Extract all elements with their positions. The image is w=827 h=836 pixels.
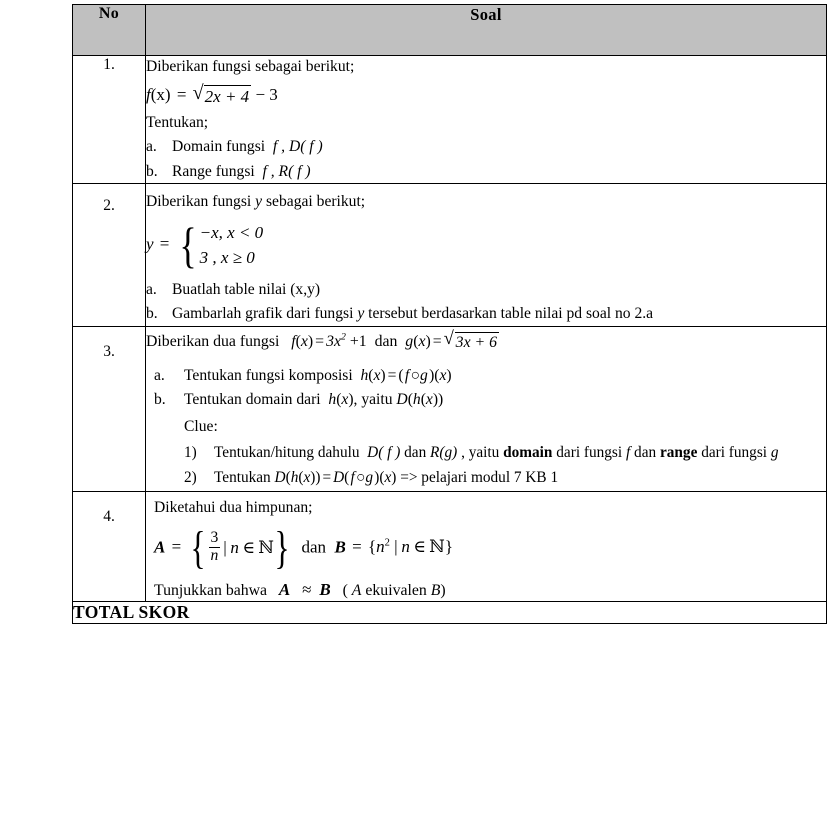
q4-intro: Diketahui dua himpunan; [154,499,313,517]
right-brace-icon: } [274,521,290,573]
q3-clue-2-part2: => pelajari modul 7 KB 1 [400,469,559,487]
q3-clue-2-part1: Tentukan [214,469,271,487]
table-row [73,56,827,184]
spacer [146,567,826,580]
q1-minus-term: − 3 [255,84,278,104]
q4-set-b-body: {$n^2$ | n ∈ ℕ} [367,537,453,557]
row-number-3: 3. [73,327,146,492]
q1-item-a-body [172,136,826,158]
q3-clue-2-body [214,467,826,490]
q4-dan: dan [301,537,327,557]
q3-clue-1-part2: , yaitu [461,443,500,461]
q4-set-b-lhs: B [334,537,346,557]
q3-item-a [154,365,826,387]
q3-item-b-marker: b. [154,391,166,409]
q3-dan: dan [374,333,398,351]
q3-clue-1-ital2: g [770,443,779,461]
q3-clue-1-part3: dari fungsi [556,443,623,461]
q3-clue-label: Clue: [184,417,218,435]
q2-item-a-text: Buatlah table nilai (x,y) [172,280,321,298]
q3-intro [146,328,826,353]
q1-formula [146,81,826,107]
q1-fx-label: f [146,84,151,104]
q1-item-a-marker: a. [146,138,157,156]
q3-item-a-body [184,365,826,387]
q3-clue-1-bold2: range [659,443,698,461]
q2-item-b-post: tersebut berdasarkan table nilai pd soal no 2.a [368,305,654,323]
q2-item-b-marker: b. [146,305,158,323]
q1-radical [192,81,252,107]
q4-fraction [209,530,221,565]
q2-item-b-body [172,303,826,325]
q2-cases [196,220,264,271]
table-row [73,492,827,601]
q3-fx: $f(x) = 3x^2 +1$ [291,331,367,351]
q1-fx-arg: (x) [150,84,171,104]
q1-equals: = [176,84,187,104]
q1-item-b-text: Range fungsi [172,162,255,180]
q3-clue-item-2 [184,467,826,490]
table-body [73,56,827,624]
q3-item-b-text: Tentukan domain dari [184,391,321,409]
q4-conc-a: A [278,579,291,599]
q4-conclusion [154,580,826,601]
q4-conc-sim: ≈ [302,579,312,599]
q3-clue-box [184,442,826,491]
q2-piecewise-line [146,216,826,273]
header-cell-no: No [73,5,146,56]
row-number-2: 2. [73,184,146,327]
q4-sets [154,521,826,573]
q3-clue-1-part1: Tentukan/hitung dahulu [214,443,360,461]
q3-item-a-text: Tentukan fungsi komposisi [184,366,353,384]
q2-piecewise [176,216,264,273]
q3-clue-1-marker: 1) [184,443,197,461]
q3-item-b-math: h(x), yaitu D(h(x)) [328,391,444,409]
q2-item-a [146,279,826,301]
q4-set-a-lhs: A [154,537,166,557]
q2-lhs: y [146,234,154,254]
q3-clue-2-marker: 2) [184,469,197,487]
q2-intro-post: sebagai berikut; [265,193,366,211]
q2-equals: = [159,234,170,254]
q3-clue-1-math1: D( f ) [367,443,401,461]
q2-intro-var: y [255,193,263,211]
q1-item-b-body [172,161,826,183]
header-row [73,5,827,56]
row-content-3 [146,327,827,492]
radical-icon: √ [443,328,454,349]
row-content-4 [146,492,827,601]
q3-clue-2-math: D(h(x)) = D( f ○g )(x) [274,469,397,487]
q4-conc-b: B [319,579,331,599]
q3-clue-1-part5: dari fungsi [701,443,768,461]
q3-clue-item-1 [184,442,826,465]
q1-item-b [146,161,826,183]
spacer [146,521,826,530]
q3-gx-radicand: 3x + 6 [455,334,498,351]
q4-set-a-cond: | n ∈ ℕ [222,538,274,558]
q1-item-a-math: f , D( f ) [272,138,323,156]
q4-set-a-equals: = [171,537,182,557]
row-content-2 [146,184,827,327]
spacer [146,353,826,362]
table-header [73,5,827,56]
soal-table [72,4,827,624]
q3-clue-1-ital1: f [625,443,631,461]
q2-item-b-pre: Gambarlah grafik dari fungsi [172,305,354,323]
q4-conc-paren: ( A ekuivalen B) [342,581,446,599]
q3-item-b [154,389,826,411]
q2-item-a-marker: a. [146,280,157,298]
q1-item-b-marker: b. [146,162,158,180]
radical-icon: √ [192,81,204,104]
q1-item-a [146,136,826,158]
left-brace-icon: { [179,216,197,273]
q3-intro-pre: Diberikan dua fungsi [146,333,280,351]
q3-clue-1-bold1: domain [503,443,553,461]
table-row [73,327,827,492]
total-skor-label: TOTAL SKOR [73,601,827,623]
q2-case-1: −x, x < 0 [199,222,264,242]
q2-item-b-var: y [357,305,365,323]
q4-frac-num: 3 [210,528,219,546]
q3-clue-1-body [214,442,826,465]
q4-conc-pre: Tunjukkan bahwa [154,581,268,599]
q1-tentukan: Tentukan; [146,113,209,131]
q3-clue-1-part4: dan [634,443,657,461]
q2-intro [146,191,826,213]
total-row [73,601,827,623]
q3-gx: g(x) = √ 3x + 6 [405,328,498,351]
q3-item-b-body [184,389,826,411]
header-cell-soal: Soal [146,5,827,56]
spacer [146,271,826,276]
row-number-1: 1. [73,56,146,184]
q3-item-a-math: h(x) = ( f ○g )(x) [360,366,452,384]
q4-set-a [187,521,293,573]
row-content-1 [146,56,827,184]
q3-item-a-marker: a. [154,366,165,384]
q1-item-a-text: Domain fungsi [172,138,266,156]
q2-item-b [146,303,826,325]
q2-intro-pre: Diberikan fungsi [146,193,252,211]
q4-set-b-equals: = [352,537,362,557]
table-row [73,184,827,327]
q1-intro: Diberikan fungsi sebagai berikut; [146,58,355,75]
q1-radicand: 2x + 4 [204,86,250,106]
row-number-4: 4. [73,492,146,601]
q1-item-b-math: f , R( f ) [262,162,311,180]
q4-frac-den: n [210,546,219,564]
left-brace-icon: { [190,521,206,573]
q3-clue-1-dan: dan [404,443,427,461]
q3-clue-1-math2: R(g) [430,443,458,461]
q2-case-2: 3 , x ≥ 0 [199,248,255,268]
